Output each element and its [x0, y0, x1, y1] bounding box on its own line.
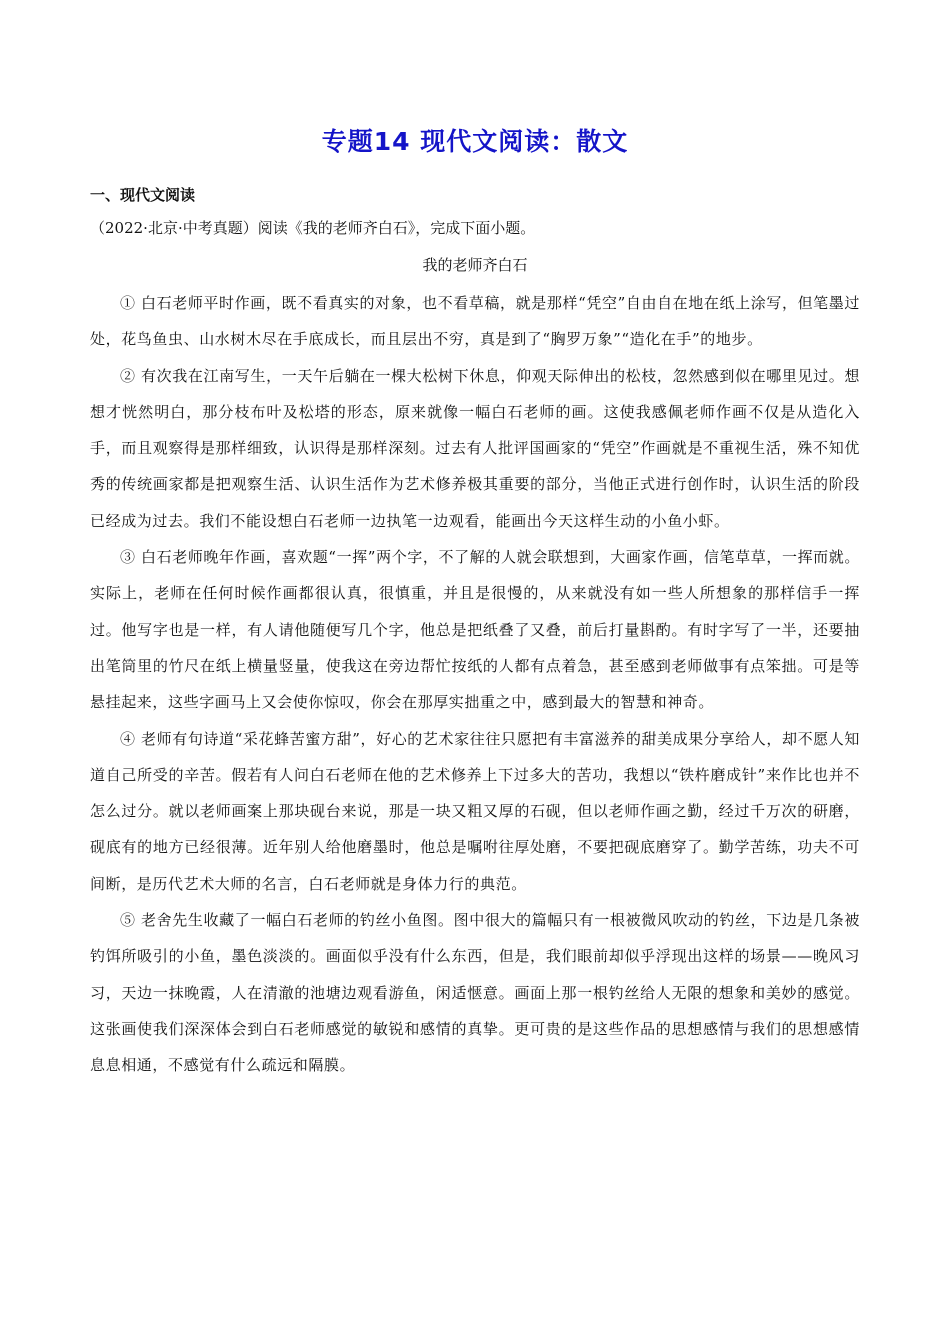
page-title: 专题14 现代文阅读：散文: [321, 127, 629, 156]
paragraph-3: ③ 白石老师晚年作画，喜欢题“一挥”两个字，不了解的人就会联想到，大画家作画，信笔草草，一挥而就。实际上，老师在任何时候作画都很认真，很慎重，并且是很慢的，从来就没有如一些人所想象的那样信手一挥过。他写字也是一样，有人请他随便写几个字，他总是把纸叠了又叠，前后打量斟酌。有时字写了一半，还要抽出笔筒里的竹尺在纸上横量竖量，使我这在旁边帮忙按纸的人都有点着急，甚至感到老师做事有点笨拙。可是等悬挂起来，这些字画马上又会使你惊叹，你会在那厚实拙重之中，感到最大的智慧和神奇。: [90, 548, 860, 712]
paragraph-4: ④ 老师有句诗道“采花蜂苦蜜方甜”，好心的艺术家往往只愿把有丰富滋养的甜美成果分享给人，却不愿人知道自己所受的辛苦。假若有人问白石老师在他的艺术修养上下过多大的苦功，我想以“铁杵磨成针”来作比也并不怎么过分。就以老师画案上那块砚台来说，那是一块又粗又厚的石砚，但以老师作画之勤，经过千万次的研磨，砚底有的地方已经很薄。近年别人给他磨墨时，他总是嘱咐往厚处磨，不要把砚底磨穿了。勤学苦练，功夫不可间断，是历代艺术大师的名言，白石老师就是身体力行的典范。: [90, 729, 860, 893]
essay-body: [90, 285, 860, 1084]
paragraph-2: ② 有次我在江南写生，一天午后躺在一棵大松树下休息，仰观天际伸出的松枝，忽然感到似在哪里见过。想想才恍然明白，那分枝布叶及松塔的形态，原来就像一幅白石老师的画。这使我感佩老师作画不仅是从造化入手，而且观察得是那样细致，认识得是那样深刻。过去有人批评国画家的“凭空”作画就是不重视生活，殊不知优秀的传统画家都是把观察生活、认识生活作为艺术修养极其重要的部分，当他正式进行创作时，认识生活的阶段已经成为过去。我们不能设想白石老师一边执笔一边观看，能画出今天这样生动的小鱼小虾。: [90, 366, 860, 530]
paragraph-1: ① 白石老师平时作画，既不看真实的对象，也不看草稿，就是那样“凭空”自由自在地在纸上涂写，但笔墨过处，花鸟鱼虫、山水树木尽在手底成长，而且层出不穷，真是到了“胸罗万象”“造化在手”的地步。: [90, 294, 860, 349]
section-heading: 一、现代文阅读: [90, 186, 196, 204]
essay-title: 我的老师齐白石: [422, 256, 528, 274]
paragraph-5: ⑤ 老舍先生收藏了一幅白石老师的钓丝小鱼图。图中很大的篇幅只有一根被微风吹动的钓丝，下边是几条被钓饵所吸引的小鱼，墨色淡淡的。画面似乎没有什么东西，但是，我们眼前却似乎浮现出这样的场景——晚风习习，天边一抹晚霞，人在清澈的池塘边观看游鱼，闲适惬意。画面上那一根钓丝给人无限的想象和美妙的感觉。这张画使我们深深体会到白石老师感觉的敏锐和感情的真挚。更可贵的是这些作品的思想感情与我们的思想感情息息相通，不感觉有什么疏远和隔膜。: [90, 911, 860, 1075]
question-intro: （2022·北京·中考真题）阅读《我的老师齐白石》，完成下面小题。: [90, 219, 536, 237]
